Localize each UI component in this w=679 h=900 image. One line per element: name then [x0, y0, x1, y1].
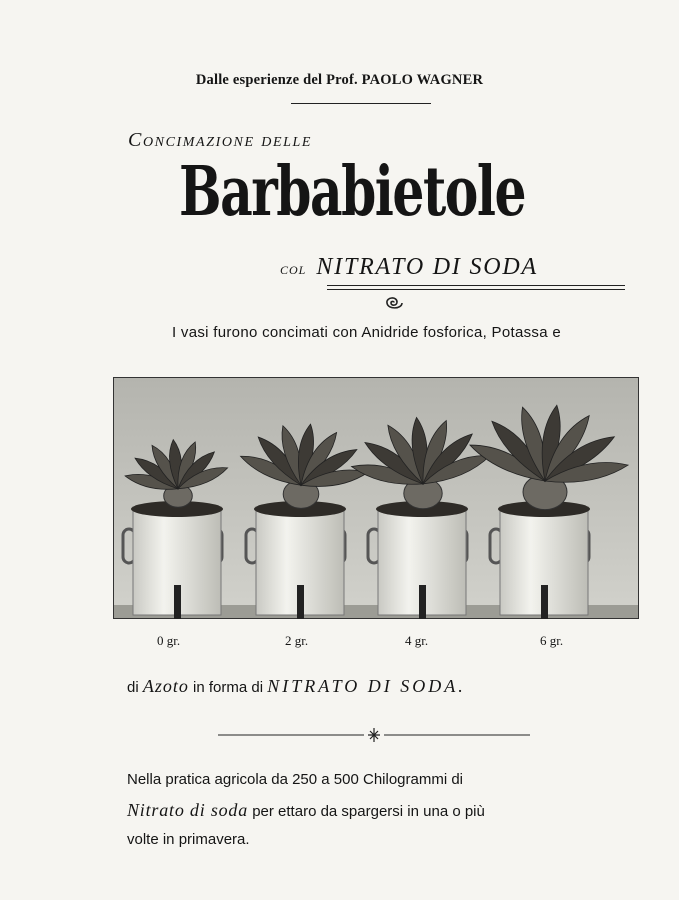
azoto-word: Azoto: [142, 676, 189, 696]
dose-label: 6 gr.: [540, 633, 564, 648]
page-title: Barbabietole: [179, 152, 525, 232]
double-rule-bottom: [327, 289, 625, 290]
swirl-ornament-icon: [384, 293, 404, 313]
caption-text: in forma di: [193, 679, 264, 696]
credit-line: Dalle esperienze del Prof. PAOLO WAGNER: [195, 72, 484, 88]
caption-line: [127, 676, 466, 697]
paragraph-line-3: volte in primavera.: [127, 831, 250, 848]
dose-label: 4 gr.: [405, 633, 429, 648]
paragraph-line-2: [127, 795, 627, 827]
dose-label: 2 gr.: [285, 633, 309, 648]
subtitle: Concimazione delle: [128, 129, 313, 151]
intro-text: I vasi furono concimati con Anidride fosforica, Potassa e: [172, 324, 561, 341]
paragraph-text: per ettaro da spargersi in una o più: [252, 803, 485, 820]
nitrato-heading: NITRATO DI SODA: [316, 254, 539, 280]
nitrato-di-soda: Nitrato di soda: [127, 800, 249, 820]
credit-underline: [291, 103, 431, 104]
double-rule-top: [327, 285, 625, 286]
nitrato-caption: NITRATO DI SODA.: [267, 676, 466, 696]
col-prefix: col: [280, 259, 307, 278]
divider-ornament-icon: [218, 727, 530, 743]
beet-pots-photograph: [113, 377, 639, 619]
paragraph-line-1: Nella pratica agricola da 250 a 500 Chilogrammi di: [127, 771, 464, 788]
dose-label: 0 gr.: [157, 633, 181, 648]
caption-text: di: [127, 679, 139, 696]
subtitle-col-line: [280, 254, 538, 281]
